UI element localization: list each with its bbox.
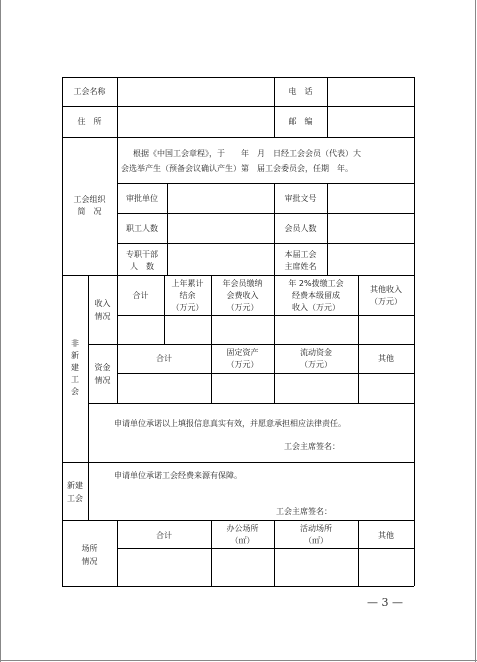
col-rule <box>62 77 63 586</box>
row-rule <box>62 462 414 463</box>
non-new-union-label: 非新建工会 <box>71 339 79 396</box>
office-space-header: （㎡） <box>230 536 255 545</box>
prev-balance-header: 上年累计 <box>171 279 204 288</box>
page-edge-bottom <box>0 660 477 661</box>
member-dues-header: 会费收入 <box>226 291 259 300</box>
chair-signature: 工会主席签名： <box>284 442 340 451</box>
assets-total-header: 合计 <box>156 354 172 363</box>
premises-label: 情况 <box>81 557 98 566</box>
approval-doc-label: 审批文号 <box>284 194 317 203</box>
row-rule <box>62 275 414 276</box>
page-edge-left <box>0 0 1 662</box>
row-rule <box>117 243 414 244</box>
chair-signature: 工会主席签名： <box>276 507 332 516</box>
page-number: — 3 — <box>367 596 403 609</box>
new-union-label: 新建 <box>67 481 83 490</box>
retained-header: 收入（万元） <box>292 303 340 312</box>
row-rule <box>117 373 414 374</box>
other-income-header: （万元） <box>370 297 402 306</box>
income-label: 收入 <box>94 299 111 308</box>
org-section-label: 工会组织 <box>73 195 106 204</box>
premises-other-header: 其他 <box>378 531 394 540</box>
col-rule <box>414 77 415 586</box>
union-name-label: 工会名称 <box>73 87 106 96</box>
assets-label: 资金 <box>94 363 111 372</box>
basis-text: 根据《中国工会章程》，于 年 月 日经工会会员（代表）大 <box>133 149 361 158</box>
current-funds-header: 流动资金 <box>300 348 332 357</box>
activity-space-header: 活动场所 <box>300 524 332 533</box>
row-rule <box>88 344 414 345</box>
new-union-label: 工会 <box>67 494 83 503</box>
row-rule <box>62 106 414 107</box>
commitment-text: 申请单位承诺以上填报信息真实有效，并愿意承担相应法律责任。 <box>114 419 346 428</box>
chair-name-label: 本届工会 <box>284 250 317 259</box>
org-section-label: 简 况 <box>77 207 102 216</box>
fixed-assets-header: 固定资产 <box>226 348 259 357</box>
row-rule <box>88 403 414 404</box>
col-rule <box>327 77 328 137</box>
col-rule <box>167 183 168 275</box>
basis-text: 会选举产生（预备会议确认产生）第 届工会委员会，任期 年。 <box>121 164 353 173</box>
row-rule <box>117 183 414 184</box>
office-space-header: 办公场所 <box>226 524 259 533</box>
assets-other-header: 其他 <box>378 354 394 363</box>
col-rule <box>88 462 89 520</box>
chair-name-label: 主席姓名 <box>284 262 317 271</box>
approval-unit-label: 审批单位 <box>126 194 158 203</box>
income-total-header: 合计 <box>132 291 149 300</box>
prev-balance-header: 结余 <box>179 291 196 300</box>
member-count-label: 会员人数 <box>284 224 317 233</box>
row-rule <box>117 548 414 549</box>
other-income-header: 其他收入 <box>370 285 402 294</box>
staff-count-label: 职工人数 <box>126 224 158 233</box>
postcode-label: 邮 编 <box>288 117 313 126</box>
current-funds-header: （万元） <box>300 360 332 369</box>
page-edge-right <box>475 0 476 662</box>
col-rule <box>327 183 328 275</box>
fulltime-staff-label: 专职干部 <box>126 250 158 259</box>
row-rule <box>62 520 414 521</box>
new-commitment-text: 申请单位承诺工会经费来源有保障。 <box>114 471 242 480</box>
member-dues-header: 年会员缴纳 <box>222 279 263 288</box>
prev-balance-header: （万元） <box>171 303 204 312</box>
premises-label: 场所 <box>81 544 98 553</box>
address-label: 住 所 <box>77 117 102 126</box>
retained-header: 年 2%拨缴工会 <box>288 279 344 288</box>
row-rule <box>62 137 414 138</box>
phone-label: 电 话 <box>288 87 313 96</box>
premises-total-header: 合计 <box>156 531 172 540</box>
assets-label: 情况 <box>94 376 111 385</box>
row-rule <box>117 315 414 316</box>
row-rule <box>62 586 414 587</box>
fulltime-staff-label: 人 数 <box>130 262 154 271</box>
fixed-assets-header: （万元） <box>226 360 259 369</box>
retained-header: 经费本级留成 <box>292 291 340 300</box>
row-rule <box>62 77 414 78</box>
activity-space-header: （㎡） <box>304 536 328 545</box>
income-label: 情况 <box>94 312 111 321</box>
row-rule <box>117 213 414 214</box>
member-dues-header: （万元） <box>226 303 259 312</box>
